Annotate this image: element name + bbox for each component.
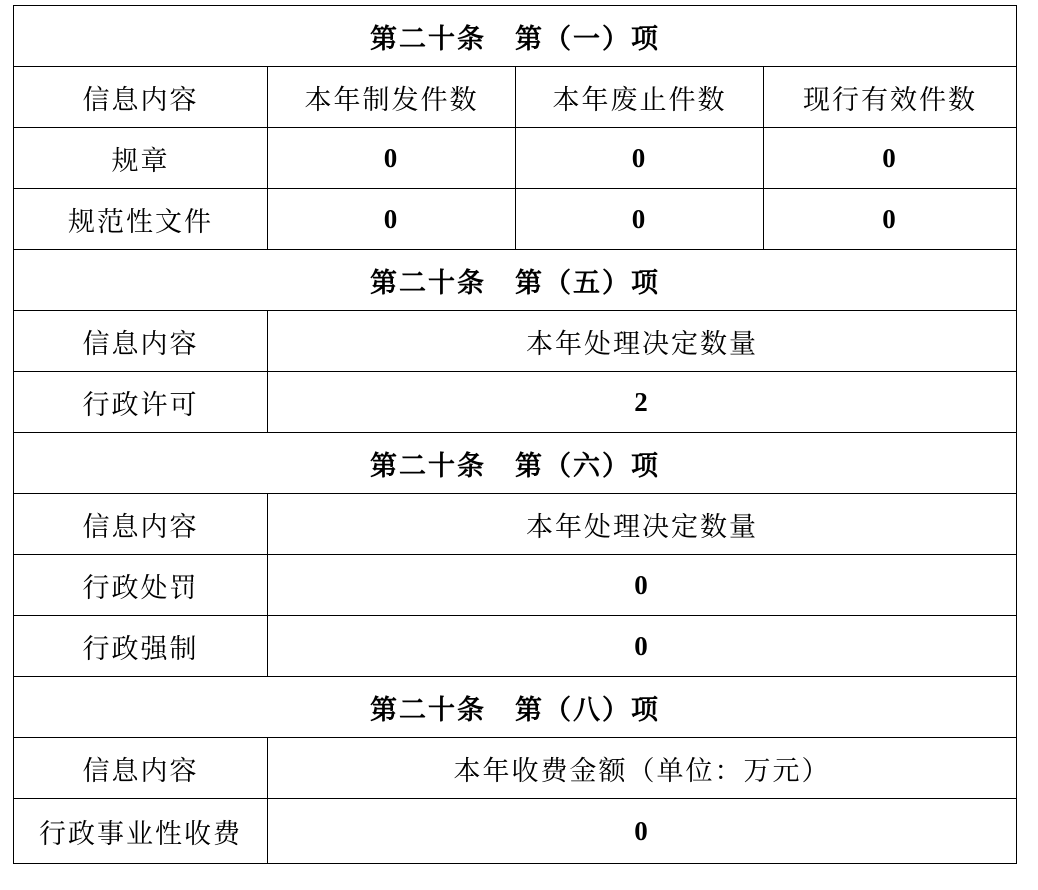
valid-value: 0: [764, 189, 1017, 250]
abolished-value: 0: [516, 128, 764, 189]
header-info-content: 信息内容: [14, 494, 268, 555]
section-title-row: [14, 250, 1017, 311]
row-value: 0: [268, 799, 1017, 864]
disclosure-table: [13, 5, 1017, 864]
header-decision-count: 本年处理决定数量: [268, 311, 1017, 372]
section-title-row: [14, 433, 1017, 494]
row-label: 规章: [14, 128, 268, 189]
header-issued-count: 本年制发件数: [268, 67, 516, 128]
table-header-row: [14, 67, 1017, 128]
row-label: 行政事业性收费: [14, 799, 268, 864]
table-row: [14, 799, 1017, 864]
header-info-content: 信息内容: [14, 738, 268, 799]
table-header-row: [14, 738, 1017, 799]
header-valid-count: 现行有效件数: [764, 67, 1017, 128]
section-title: 第二十条 第（六）项: [14, 433, 1017, 494]
section-title: 第二十条 第（一）项: [14, 6, 1017, 67]
row-value: 2: [268, 372, 1017, 433]
section-title-row: [14, 6, 1017, 67]
table-row: [14, 128, 1017, 189]
row-label: 规范性文件: [14, 189, 268, 250]
row-label: 行政强制: [14, 616, 268, 677]
section-title-row: [14, 677, 1017, 738]
issued-value: 0: [268, 128, 516, 189]
row-label: 行政许可: [14, 372, 268, 433]
header-info-content: 信息内容: [14, 311, 268, 372]
table-row: [14, 372, 1017, 433]
valid-value: 0: [764, 128, 1017, 189]
section-title: 第二十条 第（五）项: [14, 250, 1017, 311]
table-row: [14, 555, 1017, 616]
row-label: 行政处罚: [14, 555, 268, 616]
header-abolished-count: 本年废止件数: [516, 67, 764, 128]
table-row: [14, 189, 1017, 250]
row-value: 0: [268, 555, 1017, 616]
table-header-row: [14, 311, 1017, 372]
table-header-row: [14, 494, 1017, 555]
header-decision-count: 本年处理决定数量: [268, 494, 1017, 555]
abolished-value: 0: [516, 189, 764, 250]
header-info-content: 信息内容: [14, 67, 268, 128]
header-fee-amount: 本年收费金额（单位：万元）: [268, 738, 1017, 799]
section-title: 第二十条 第（八）项: [14, 677, 1017, 738]
table-row: [14, 616, 1017, 677]
row-value: 0: [268, 616, 1017, 677]
issued-value: 0: [268, 189, 516, 250]
